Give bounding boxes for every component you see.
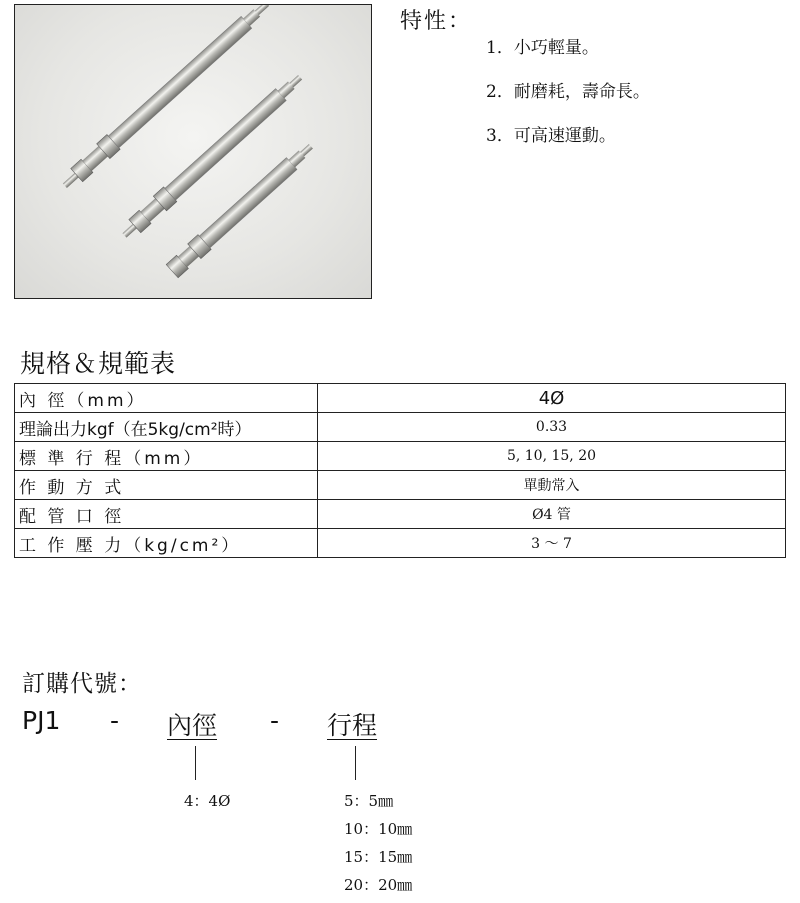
row-value: Ø4 管 [318, 500, 786, 529]
model-prefix: PJ1 [22, 706, 61, 735]
cylinder-illustration [15, 5, 371, 298]
row-label: 標 準 行 程（mm） [15, 442, 318, 471]
bore-field: 內徑 [167, 711, 218, 740]
order-title: 訂購代號： [22, 671, 142, 697]
bore-option: 4：4Ø [184, 792, 231, 810]
table-row [15, 384, 786, 413]
feature-item: 2．耐磨耗，壽命長。 [486, 82, 650, 102]
row-label: 內 徑（mm） [15, 384, 318, 413]
row-value: 3 ～ 7 [318, 529, 786, 558]
cylinder-small [165, 139, 317, 279]
code-dash: - [270, 706, 280, 735]
row-label: 理論出力kgf（在5kg/cm²時） [15, 413, 318, 442]
product-photo [14, 4, 372, 299]
bore-connector-line [195, 746, 196, 780]
features-title: 特性： [400, 9, 473, 34]
features-list [486, 34, 650, 166]
row-value: 5, 10, 15, 20 [318, 442, 786, 471]
stroke-option: 5：5㎜ [344, 792, 394, 810]
table-row [15, 442, 786, 471]
stroke-option: 15：15㎜ [344, 848, 413, 866]
feature-item: 1．小巧輕量。 [486, 38, 599, 58]
row-value: 4Ø [318, 384, 786, 413]
table-row [15, 413, 786, 442]
feature-item: 3．可高速運動。 [486, 126, 616, 146]
cylinder-large [58, 5, 274, 193]
row-label: 配 管 口 徑 [15, 500, 318, 529]
stroke-option: 10：10㎜ [344, 820, 413, 838]
row-label: 作 動 方 式 [15, 471, 318, 500]
table-row [15, 529, 786, 558]
table-row [15, 471, 786, 500]
spec-table [14, 383, 786, 558]
row-value: 單動常入 [318, 471, 786, 500]
cylinder-medium [118, 70, 307, 243]
row-value: 0.33 [318, 413, 786, 442]
row-label: 工 作 壓 力（kg/cm²） [15, 529, 318, 558]
code-dash: - [110, 706, 120, 735]
table-row [15, 500, 786, 529]
spec-title: 規格＆規範表 [20, 349, 177, 378]
stroke-connector-line [355, 746, 356, 780]
stroke-option: 20：20㎜ [344, 876, 413, 894]
stroke-field: 行程 [327, 711, 378, 740]
